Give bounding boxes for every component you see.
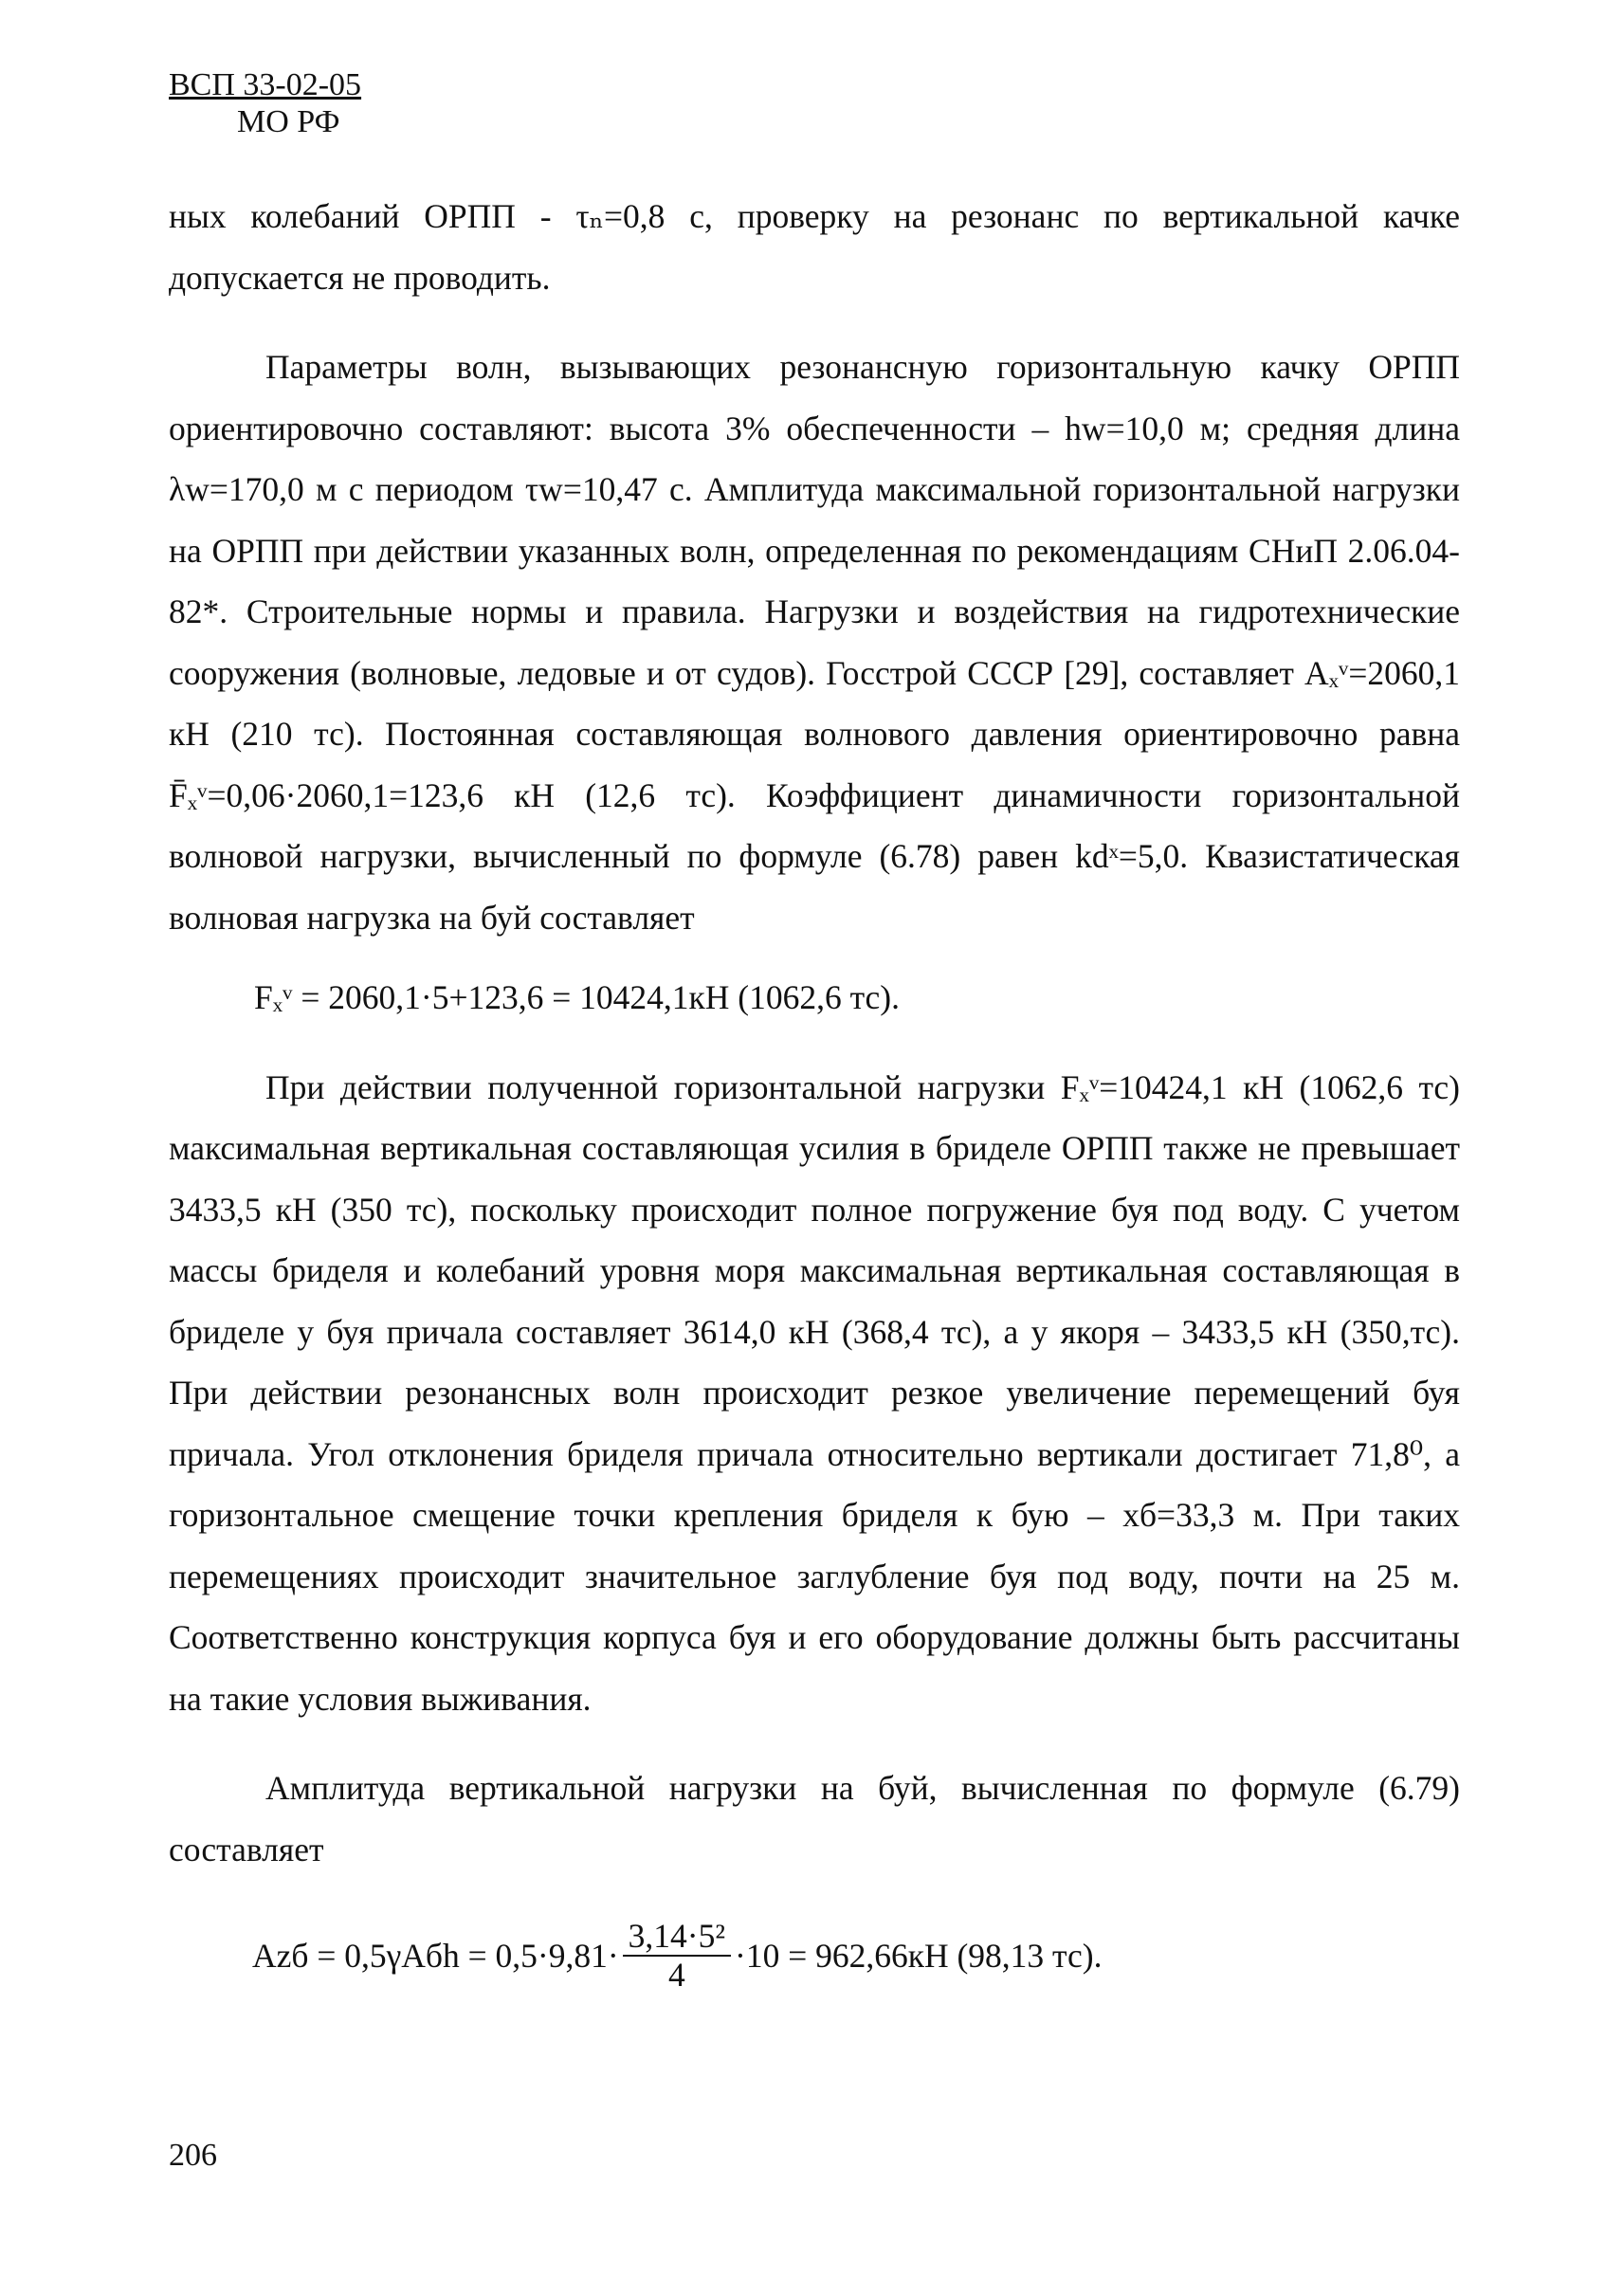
- fraction-numerator: 3,14·5²: [623, 1918, 731, 1957]
- body-text: [169, 186, 1460, 1994]
- standard-code: ВСП 33-02-05: [169, 67, 362, 102]
- organization: МО РФ: [237, 104, 340, 140]
- paragraph-horizontal-load: При действии полученной горизонтальной нагрузки Fₓᵛ=10424,1 кН (1062,6 тс) максимальная вертикальная составляющая усилия в бриделе ОРПП также не превышает 3433,5 кН (350 тс), поскольку происходит полное погружение буя под воду. С учетом массы бриделя и колебаний уровня моря максимальная вертикальная составляющая в бриделе у буя причала составляет 3614,0 кН (368,4 тс), а у якоря – 3433,5 кН (350,тс). При действии резонансных волн происходит резкое увеличение перемещений буя причала. Угол отклонения бриделя причала относительно вертикали достигает 71,8⁰, а горизонтальное смещение точки крепления бриделя к бую – xб=33,3 м. При таких перемещениях происходит значительное заглубление буя под воду, почти на 25 м. Соответственно конструкция корпуса буя и его оборудование должны быть рассчитаны на такие условия выживания.: [169, 1067, 1460, 1718]
- document-header: [169, 66, 361, 140]
- paragraph-vertical-load: Амплитуда вертикальной нагрузки на буй, вычисленная по формуле (6.79) составляет: [169, 1769, 1460, 1868]
- fraction: [623, 1918, 731, 1994]
- paragraph-wave-parameters: Параметры волн, вызывающих резонансную горизонтальную качку ОРПП ориентировочно составляют: высота 3% обеспеченности – hw=10,0 м; средняя длина λw=170,0 м с периодом τw=10,47 с. Амплитуда максимальной горизонтальной нагрузки на ОРПП при действии указанных волн, определенная по рекомендациям СНиП 2.06.04-82*. Строительные нормы и правила. Нагрузки и воздействия на гидротехнические сооружения (волновые, ледовые и от судов). Госстрой СССР [29], составляет Aₓᵛ=2060,1 кН (210 тс). Постоянная составляющая волнового давления ориентировочно равна F̄ₓᵛ=0,06·2060,1=123,6 кН (12,6 тс). Коэффициент динамичности горизонтальной волновой нагрузки, вычисленный по формуле (6.78) равен kdˣ=5,0. Квазистатическая волновая нагрузка на буй составляет: [169, 348, 1460, 937]
- formula-left: Azб = 0,5γAбh = 0,5·9,81·: [252, 1936, 619, 1975]
- formula-quasistatic-load: Fₓᵛ = 2060,1·5+123,6 = 10424,1кН (1062,6 тс).: [254, 978, 900, 1016]
- formula-right: ·10 = 962,66кН (98,13 тс).: [735, 1936, 1103, 1975]
- formula-vertical-amplitude: [252, 1918, 1460, 1994]
- page-number: 206: [169, 2138, 217, 2173]
- paragraph-continuation: ных колебаний ОРПП - τₙ=0,8 с, проверку на резонанс по вертикальной качке допускается не проводить.: [169, 197, 1460, 297]
- fraction-denominator: 4: [667, 1956, 685, 1995]
